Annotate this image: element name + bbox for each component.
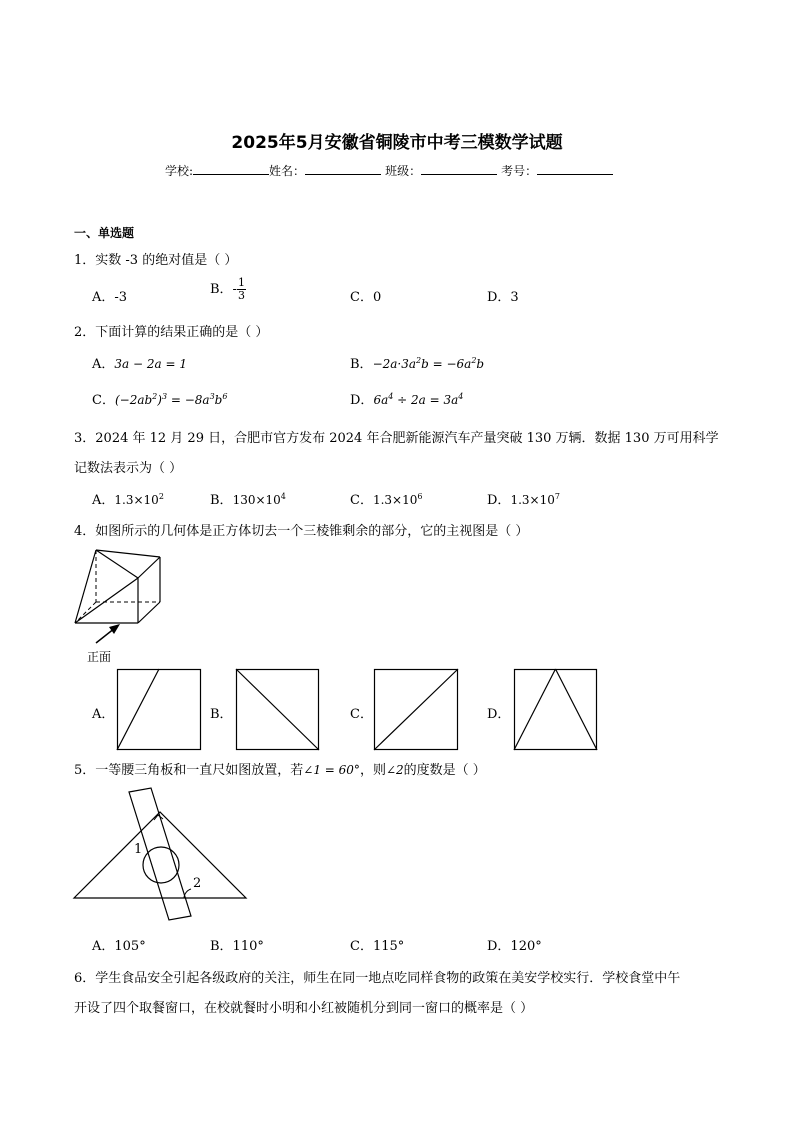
name-label: 姓名： — [269, 164, 306, 178]
q5-angle1: ∠1 = 60° — [303, 763, 360, 777]
q4-option-d-figure[interactable] — [514, 669, 597, 750]
name-blank[interactable] — [305, 162, 381, 175]
q3-option-d[interactable]: D．$1.3\times 10^7$ — [487, 492, 560, 508]
q1-option-d[interactable]: D．3 — [487, 290, 519, 305]
q4-option-a-label[interactable]: A． — [92, 707, 115, 722]
q6-stem-line2: 开设了四个取餐窗口，在校就餐时小明和小红被随机分到同一窗口的概率是（ ） — [74, 1001, 534, 1016]
school-blank[interactable] — [193, 162, 269, 175]
q4-option-a-figure[interactable] — [117, 669, 201, 750]
q1-stem: 1．实数 -3 的绝对值是（ ） — [74, 253, 238, 268]
class-label: 班级： — [385, 164, 422, 178]
q4-stem: 4．如图所示的几何体是正方体切去一个三棱锥剩余的部分，它的主视图是（ ） — [74, 524, 529, 539]
section-heading: 一、单选题 — [74, 226, 135, 240]
q5-option-b[interactable]: B．110° — [210, 939, 264, 954]
q5-label-1: 1 — [134, 842, 143, 857]
q1-option-c[interactable]: C．0 — [350, 290, 382, 305]
q2-option-d[interactable]: D．$6a^4 \div 2a = 3a^4$ — [350, 392, 464, 408]
q1-option-b[interactable] — [210, 277, 246, 302]
q4-option-b-label[interactable]: B． — [210, 707, 233, 722]
q2-option-c[interactable]: C．$(-2ab^2)^3 = -8a^3b^6$ — [92, 392, 228, 408]
q2-stem: 2．下面计算的结果正确的是（ ） — [74, 325, 269, 340]
q3-option-b[interactable]: B．$130\times 10^4$ — [210, 492, 286, 508]
q3-stem-line2: 记数法表示为（ ） — [74, 461, 183, 476]
q4-solid-figure — [70, 545, 170, 645]
q5-option-a[interactable]: A．105° — [92, 939, 146, 954]
student-info-line — [165, 162, 613, 179]
q1-option-a[interactable]: A．-3 — [92, 290, 128, 305]
q3-option-c[interactable]: C．$1.3\times 10^6$ — [350, 492, 423, 508]
number-blank[interactable] — [537, 162, 613, 175]
q1-option-b-prefix: B．- — [210, 282, 237, 297]
number-label: 考号： — [501, 164, 538, 178]
q4-option-c-figure[interactable] — [374, 669, 458, 750]
q2-option-a-expr: 3a − 2a = 1 — [114, 357, 187, 371]
q4-option-c-label[interactable]: C． — [350, 707, 373, 722]
q5-option-c[interactable]: C．115° — [350, 939, 405, 954]
q6-stem-line1: 6．学生食品安全引起各级政府的关注，师生在同一地点吃同样食物的政策在美安学校实行．学校食堂中午 — [74, 971, 681, 986]
class-blank[interactable] — [421, 162, 497, 175]
q2-option-a[interactable]: A．3a − 2a = 1 — [92, 357, 187, 372]
q4-option-b-figure[interactable] — [236, 669, 319, 750]
q5-triangle-ruler-figure — [72, 786, 248, 924]
q5-label-2: 2 — [193, 876, 202, 891]
q5-stem: 5．一等腰三角板和一直尺如图放置，若∠1 = 60°，则∠2的度数是（ ） — [74, 763, 486, 778]
q1-option-b-fraction: $\frac{1}{3}$ — [237, 276, 245, 302]
page-title: 2025年5月安徽省铜陵市中考三模数学试题 — [231, 133, 563, 153]
q4-option-d-label[interactable]: D． — [487, 707, 511, 722]
q4-front-label: 正面 — [87, 650, 112, 664]
q5-angle2: ∠2 — [385, 763, 404, 777]
q3-stem-line1: 3．2024 年 12 月 29 日，合肥市官方发布 2024 年合肥新能源汽车产量突破 130 万辆．数据 130 万可用科学 — [74, 431, 719, 446]
q2-option-b[interactable]: B．$-2a\cdot 3a^2b = -6a^2b$ — [350, 356, 485, 372]
school-label: 学校: — [165, 164, 194, 178]
q5-option-d[interactable]: D．120° — [487, 939, 542, 954]
q3-option-a[interactable]: A．$1.3\times 10^2$ — [92, 492, 164, 508]
